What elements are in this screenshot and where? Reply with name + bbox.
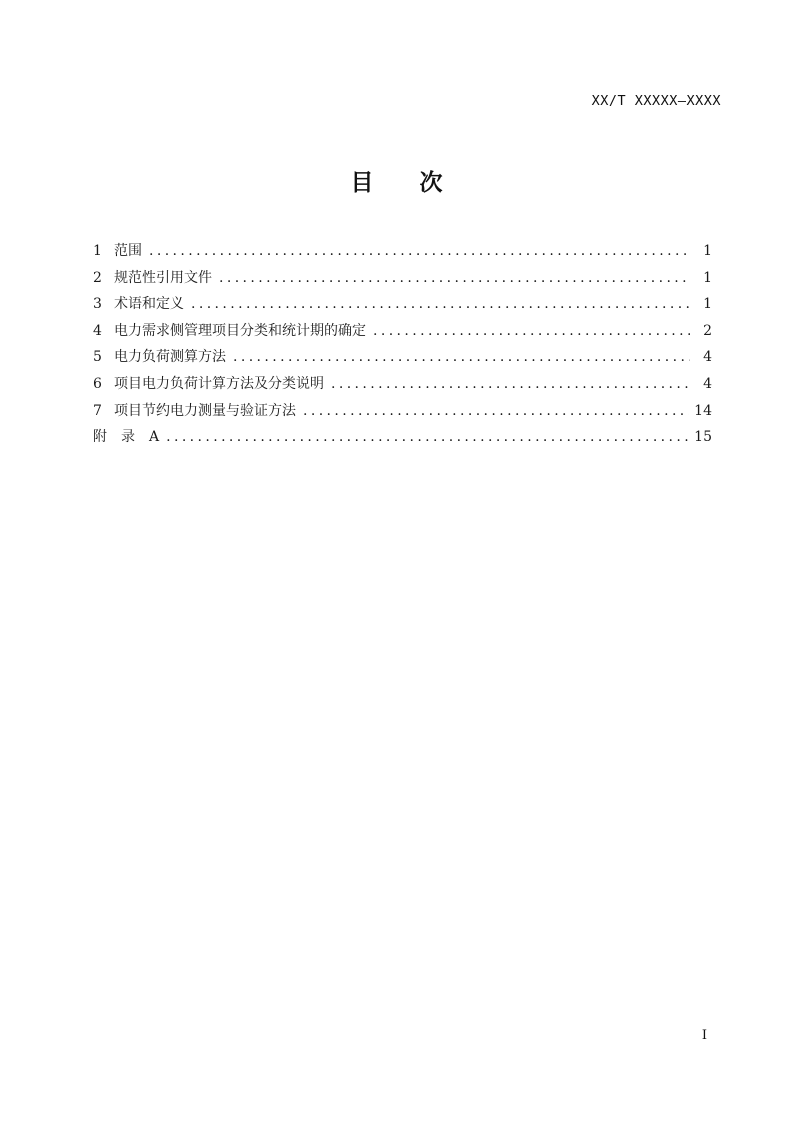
dot-leader (219, 265, 690, 292)
toc-entry[interactable] (93, 265, 712, 292)
toc-entry[interactable] (93, 318, 712, 345)
toc-entry[interactable] (93, 344, 712, 371)
toc-list (93, 238, 712, 451)
dot-leader (303, 398, 689, 425)
toc-entry-number: 4 (93, 322, 102, 339)
dot-leader (149, 238, 690, 265)
toc-entry-number: 2 (93, 269, 102, 286)
dot-leader (373, 318, 690, 345)
toc-entry-page: 1 (703, 269, 712, 286)
dot-leader (233, 344, 690, 371)
dot-leader (331, 371, 690, 398)
toc-entry-label: 附 录 A (93, 429, 160, 446)
toc-entry-label: 项目节约电力测量与验证方法 (114, 402, 296, 419)
toc-entry-page: 14 (694, 402, 712, 419)
toc-entry-page: 4 (703, 349, 712, 366)
toc-entry-label: 规范性引用文件 (114, 269, 212, 286)
toc-entry[interactable] (93, 371, 712, 398)
dot-leader (166, 424, 689, 451)
toc-entry-number: 6 (93, 375, 102, 392)
toc-entry-number: 5 (93, 349, 102, 366)
standard-number: XX/T XXXXX—XXXX (591, 93, 721, 109)
toc-entry-label: 范围 (114, 243, 142, 259)
toc-entry[interactable] (93, 398, 712, 425)
toc-title: 目 次 (350, 170, 443, 196)
toc-entry[interactable] (93, 424, 712, 451)
dot-leader (191, 291, 690, 318)
toc-entry-label: 项目电力负荷计算方法及分类说明 (114, 375, 324, 392)
toc-entry[interactable] (93, 238, 712, 265)
toc-entry-page: 4 (703, 375, 712, 392)
page-number: I (701, 1028, 707, 1043)
toc-entry-page: 15 (694, 429, 712, 446)
toc-entry-page: 1 (703, 243, 712, 259)
toc-entry-number: 1 (93, 243, 102, 259)
toc-entry-number: 3 (93, 296, 102, 313)
toc-entry-label: 术语和定义 (114, 296, 184, 313)
toc-entry[interactable] (93, 291, 712, 318)
toc-entry-page: 2 (703, 322, 712, 339)
toc-entry-number: 7 (93, 402, 102, 419)
toc-entry-page: 1 (703, 296, 712, 313)
toc-entry-label: 电力负荷测算方法 (114, 349, 226, 366)
toc-entry-label: 电力需求侧管理项目分类和统计期的确定 (114, 322, 366, 339)
